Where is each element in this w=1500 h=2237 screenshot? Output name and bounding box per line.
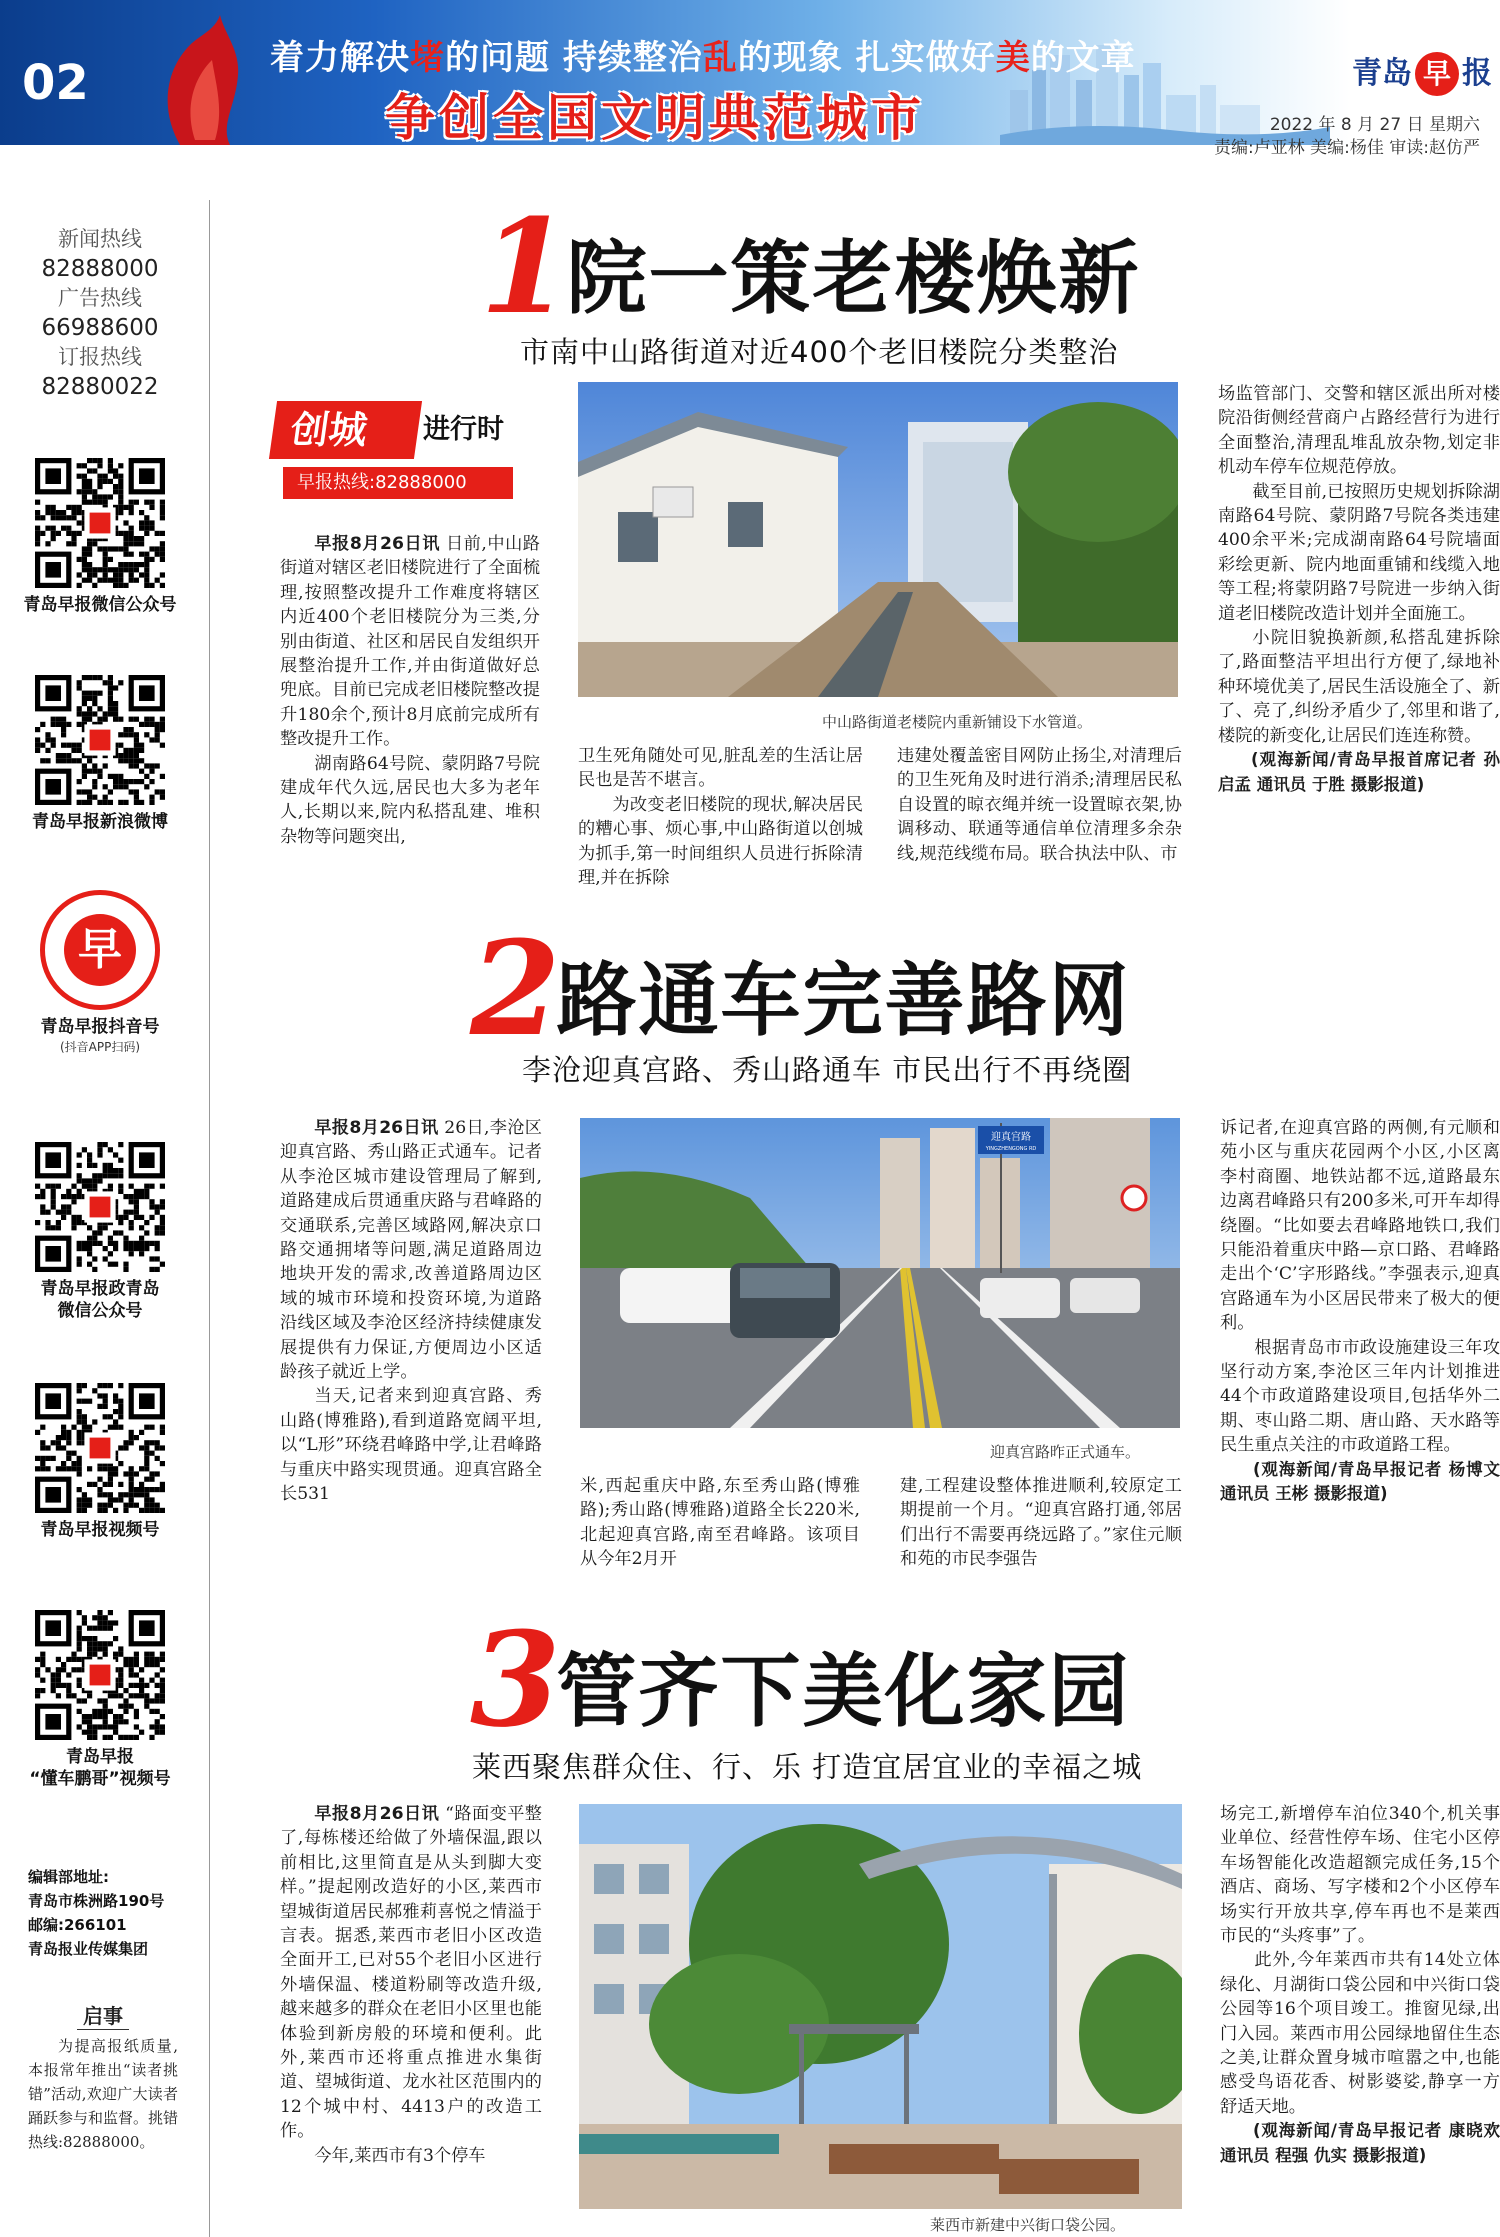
page-number: 02 (22, 55, 89, 111)
qr-weibo[interactable] (0, 675, 200, 833)
slogan-main: 争创全国文明典范城市 (385, 88, 925, 147)
story1-headline: 1院一策老楼焕新 (480, 190, 1141, 343)
story1-col4 (1218, 382, 1500, 907)
body-text: 此外,今年莱西市共有14处立体绿化、月湖街口袋公园和中兴街口袋公园等16个项目竣工。推窗见绿,出门入园。莱西市用公园绿地留住生态之美,让群众置身城市喧嚣之中,也能感受鸟语花香、树影婆娑,静享一方舒适天地。 (1220, 1950, 1500, 2117)
story1-caption: 中山路街道老楼院内重新铺设下水管道。 (822, 713, 1093, 731)
qr-code-icon (35, 675, 165, 805)
body-text: 建,工程建设整体推进顺利,较原定工期提前一个月。“迎真宫路打通,邻居们出行不需要再绕远路了。”家住元顺和苑的市民李强告 (900, 1476, 1182, 1570)
qr-dongche[interactable] (0, 1610, 200, 1790)
story2-caption: 迎真宫路昨正式通车。 (990, 1443, 1141, 1461)
badge-subtitle: 进行时 (423, 414, 504, 445)
story1-col1 (280, 532, 540, 902)
qr-code-icon (35, 1383, 165, 1513)
badge-hotline: 早报热线:82888000 (283, 467, 513, 499)
story2-col3 (900, 1474, 1182, 1584)
qr-label: 青岛早报抖音号 (40, 1017, 160, 1037)
byline: (观海新闻/青岛早报记者 杨博文 通讯员 王彬 摄影报道) (1220, 1459, 1500, 1504)
story3-headline: 3管齐下美化家园 (470, 1603, 1131, 1756)
chuangcheng-badge (273, 395, 533, 505)
qr-code-icon (35, 1610, 165, 1740)
qr-label: 微信公众号 (57, 1301, 143, 1321)
story1-col2 (578, 744, 863, 904)
newspaper-logo: 青岛 早 报 (1352, 48, 1492, 96)
body-text: 米,西起重庆中路,东至秀山路(博雅路);秀山路(博雅路)道路全长220米,北起迎真宫路,南至君峰路。该项目从今年2月开 (580, 1476, 860, 1570)
body-text: “路面变平整了,每栋楼还给做了外墙保温,跟以前相比,这里简直是从头到脚大变样。”提起刚改造好的小区,莱西市望城街道居民郝雅莉喜悦之情溢于言表。据悉,莱西市老旧小区改造全面开工,已对55个老旧小区进行外墙保温、楼道粉刷等改造升级,越来越多的群众在老旧小区里也能体验到新房般的环境和便利。此外,莱西市还将重点推进水集街道、望城街道、龙水社区范围内的12个城中村、4413户的改造工作。 (280, 1804, 542, 2142)
dateline: 早报8月26日讯 (314, 1118, 439, 1138)
body-text: 今年,莱西市有3个停车 (314, 2145, 486, 2166)
qr-label: 青岛早报视频号 (40, 1520, 160, 1540)
body-text: 湖南路64号院、蒙阴路7号院建成年代久远,居民也大多为老年人,长期以来,院内私搭乱建、堆积杂物等问题突出, (280, 753, 540, 847)
story3-col1 (280, 1802, 542, 2232)
address-line: 邮编:266101 (28, 1916, 127, 1934)
body-text: 诉记者,在迎真宫路的两侧,有元顺和苑小区与重庆花园两个小区,小区离李村商圈、地铁站都不远,道路最东边离君峰路只有200多米,可开车却得绕圈。“比如要去君峰路地铁口,我们只能沿着重庆中路—京口路、君峰路走出个‘C’字形路线。”李强表示,迎真宫路通车为小区居民带来了极大的便利。 (1220, 1118, 1500, 1334)
qr-wechat[interactable] (0, 458, 200, 616)
body-text: 小院旧貌换新颜,私搭乱建拆除了,路面整洁平坦出行方便了,绿地补种环境优美了,居民生活设施全了、新了、亮了,纠纷矛盾少了,邻里和谐了,楼院的新变化,让居民们连连称赞。 (1218, 628, 1500, 746)
story2-col1 (280, 1116, 542, 1582)
story2-headline: 2路通车完善路网 (470, 912, 1131, 1065)
story3-caption: 莱西市新建中兴街口袋公园。 (930, 2216, 1126, 2234)
body-text: 当天,记者来到迎真宫路、秀山路(博雅路),看到道路宽阔平坦,以“L形”环绕君峰路中学,让君峰路与重庆中路实现贯通。迎真宫路全长531 (280, 1386, 542, 1505)
hotline-label: 新闻热线 (58, 227, 142, 251)
qr-video[interactable] (0, 1383, 200, 1541)
hotline-label: 广告热线 (58, 286, 142, 310)
body-text: 卫生死角随处可见,脏乱差的生活让居民也是苦不堪言。 (578, 746, 863, 791)
badge-title: 创城 (269, 401, 422, 459)
story3-col2 (1220, 1802, 1500, 2232)
notice-box (28, 2000, 178, 2154)
hotline-number: 82880022 (41, 374, 159, 400)
qr-zhengqingdao[interactable] (0, 1142, 200, 1322)
hotline-number: 82888000 (41, 256, 159, 282)
body-text: 日前,中山路街道对辖区老旧楼院进行了全面梳理,按照整改提升工作难度将辖区内近400个老旧楼院分为三类,分别由街道、社区和居民自发组织开展整治提升工作,并由街道做好总兜底。目前已完成老旧楼院整改提升180余个,预计8月底前完成所有整改提升工作。 (280, 534, 540, 750)
notice-text: 为提高报纸质量,本报常年推出“读者挑错”活动,欢迎广大读者踊跃参与和监督。挑错热线:82888000。 (28, 2037, 179, 2151)
hotline-number: 66988600 (41, 315, 159, 341)
body-text: 场完工,新增停车泊位340个,机关事业单位、经营性停车场、住宅小区停车场智能化改造超额完成任务,15个酒店、商场、写字楼和2个小区停车场实行开放共享,停车再也不是莱西市民的“头疼事”了。 (1220, 1804, 1500, 1947)
story2-col2 (580, 1474, 860, 1584)
dateline: 早报8月26日讯 (314, 1804, 440, 1824)
qr-label: 青岛早报新浪微博 (32, 812, 168, 832)
qr-sublabel: (抖音APP扫码) (59, 1040, 141, 1054)
body-text: 截至目前,已按照历史规划拆除湖南路64号院、蒙阴路7号院各类违建400余平米;完成湖南路64号院墙面彩绘更新、院内地面重铺和线缆入地等工程;将蒙阴路7号院进一步纳入街道老旧楼院改造计划并全面施工。 (1218, 481, 1500, 624)
story2-photo (580, 1118, 1180, 1428)
left-sidebar (0, 200, 210, 2237)
story1-col3 (897, 744, 1182, 904)
body-text: 违建处覆盖密目网防止扬尘,对清理后的卫生死角及时进行消杀;清理居民私自设置的晾衣绳并统一设置晾衣架,协调移动、联通等通信单位清理多余杂线,规范线缆布局。联合执法中队、市 (897, 746, 1182, 864)
byline: (观海新闻/青岛早报记者 康晓欢 通讯员 程强 仇实 摄影报道) (1220, 2121, 1500, 2165)
masthead (0, 0, 1500, 160)
body-text: 场监管部门、交警和辖区派出所对楼院沿街侧经营商户占路经营行为进行全面整治,清理乱堆乱放杂物,划定非机动车停车位规范停放。 (1218, 384, 1500, 478)
qr-douyin[interactable] (0, 890, 200, 1055)
body-text: 26日,李沧区迎真宫路、秀山路正式通车。记者从李沧区城市建设管理局了解到,道路建成后贯通重庆路与君峰路的交通联系,完善区域路网,解决京口路交通拥堵等问题,满足道路周边地块开发的需求,改善道路周边区域的城市环境和投资环境,为道路沿线区域及李沧区经济持续健康发展提供有力保证,方便周边小区适龄孩子就近上学。 (280, 1118, 542, 1383)
qr-code-icon (35, 1142, 165, 1272)
address-line: 编辑部地址: (28, 1868, 109, 1886)
story2-subhead: 李沧迎真宫路、秀山路通车 市民出行不再绕圈 (522, 1053, 1133, 1087)
hotline-label: 订报热线 (58, 345, 142, 369)
story3-subhead: 莱西聚焦群众住、行、乐 打造宜居宜业的幸福之城 (472, 1750, 1143, 1784)
dateline: 早报8月26日讯 (314, 534, 440, 554)
story2-col4 (1220, 1116, 1500, 1588)
qr-label: “懂车鹏哥”视频号 (29, 1769, 171, 1789)
address-line: 青岛报业传媒集团 (28, 1940, 149, 1958)
qr-code-icon (35, 458, 165, 588)
byline: (观海新闻/青岛早报首席记者 孙启孟 通讯员 于胜 摄影报道) (1218, 750, 1500, 794)
svg-text:YINGZHENGONG RD: YINGZHENGONG RD (985, 1146, 1037, 1152)
qr-label: 青岛早报 (66, 1747, 134, 1767)
editor-credits: 责编:卢亚林 美编:杨佳 审读:赵仿严 (1214, 138, 1480, 158)
story1-photo (578, 382, 1178, 697)
douyin-logo-icon: 早 (40, 890, 160, 1010)
hotlines (0, 225, 200, 402)
editorial-address (28, 1865, 203, 1961)
may-wind-sculpture-icon (120, 10, 290, 145)
story3-photo (579, 1804, 1182, 2209)
qr-label: 青岛早报政青岛 (40, 1279, 160, 1299)
address-line: 青岛市株洲路190号 (28, 1892, 165, 1910)
svg-text:迎真宫路: 迎真宫路 (991, 1132, 1031, 1143)
issue-date: 2022 年 8 月 27 日 星期六 (1269, 115, 1480, 135)
body-text: 根据青岛市市政设施建设三年攻坚行动方案,李沧区三年内计划推进44个市政道路建设项目,包括华外二期、枣山路二期、唐山路、天水路等民生重点关注的市政道路工程。 (1220, 1337, 1500, 1456)
notice-title: 启事 (77, 2000, 129, 2030)
qr-label: 青岛早报微信公众号 (23, 595, 177, 615)
story1-subhead: 市南中山路街道对近400个老旧楼院分类整治 (520, 335, 1119, 369)
body-text: 为改变老旧楼院的现状,解决居民的糟心事、烦心事,中山路街道以创城为抓手,第一时间组织人员进行拆除清理,并在拆除 (578, 794, 863, 889)
slogan-top: 着力解决堵的问题 持续整治乱的现象 扎实做好美的文章 (270, 38, 1136, 78)
